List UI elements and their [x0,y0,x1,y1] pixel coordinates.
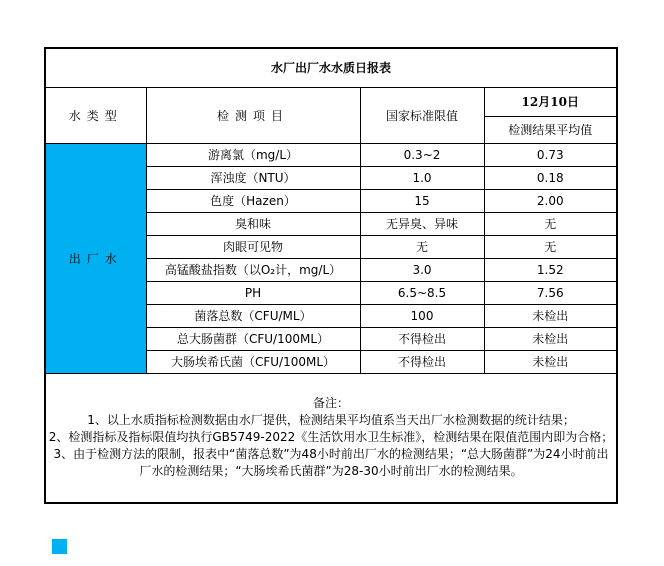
header-water-type: 水类型 [45,87,146,143]
table-row [45,143,617,166]
title-row [45,48,617,87]
note-item: 1、以上水质指标检测数据由水厂提供，检测结果平均值系当天出厂水检测数据的统计结果； [87,413,575,428]
header-result-avg: 检测结果平均值 [484,116,617,143]
header-row [45,87,617,116]
header-test-item: 检测项目 [146,87,360,143]
cell-item: 菌落总数（CFU/ML） [146,304,360,327]
notes-row [45,373,617,503]
cell-standard: 0.3~2 [360,143,484,166]
header-date: 12月10日 [484,87,617,116]
report-title: 水厂出厂水水质日报表 [45,48,617,87]
cell-result: 未检出 [484,327,617,350]
cell-result: 7.56 [484,281,617,304]
sheet-highlight-marker [52,539,67,554]
cell-standard: 不得检出 [360,350,484,373]
cell-item: PH [146,281,360,304]
cell-result: 无 [484,235,617,258]
cell-standard: 不得检出 [360,327,484,350]
cell-standard: 无 [360,235,484,258]
header-standard-limit: 国家标准限值 [360,87,484,143]
water-quality-report-table [44,47,618,504]
cell-item: 臭和味 [146,212,360,235]
notes-cell [45,373,617,503]
cell-result: 1.52 [484,258,617,281]
cell-item: 总大肠菌群（CFU/100ML） [146,327,360,350]
cell-standard: 3.0 [360,258,484,281]
cell-item: 大肠埃希氏菌（CFU/100ML） [146,350,360,373]
cell-standard: 6.5~8.5 [360,281,484,304]
water-type-cell: 出厂水 [45,143,146,373]
cell-standard: 1.0 [360,166,484,189]
cell-standard: 15 [360,189,484,212]
cell-item: 浑浊度（NTU） [146,166,360,189]
cell-standard: 100 [360,304,484,327]
cell-result: 未检出 [484,304,617,327]
cell-item: 高锰酸盐指数（以O₂计，mg/L） [146,258,360,281]
note-item: 2、检测指标及指标限值均执行GB5749-2022《生活饮用水卫生标准》，检测结果在限值范围内即为合格； [48,430,614,445]
note-item: 3、由于检测方法的限制，报表中“菌落总数”为48小时前出厂水的检测结果；“总大肠菌群”为24小时前出厂水的检测结果；“大肠埃希氏菌群”为28-30小时前出厂水的检测结果。 [53,447,609,479]
cell-item: 游离氯（mg/L） [146,143,360,166]
cell-result: 2.00 [484,189,617,212]
notes-label: 备注： [313,396,350,411]
cell-standard: 无异臭、异味 [360,212,484,235]
cell-item: 色度（Hazen） [146,189,360,212]
cell-result: 未检出 [484,350,617,373]
cell-result: 0.18 [484,166,617,189]
cell-result: 0.73 [484,143,617,166]
cell-item: 肉眼可见物 [146,235,360,258]
cell-result: 无 [484,212,617,235]
